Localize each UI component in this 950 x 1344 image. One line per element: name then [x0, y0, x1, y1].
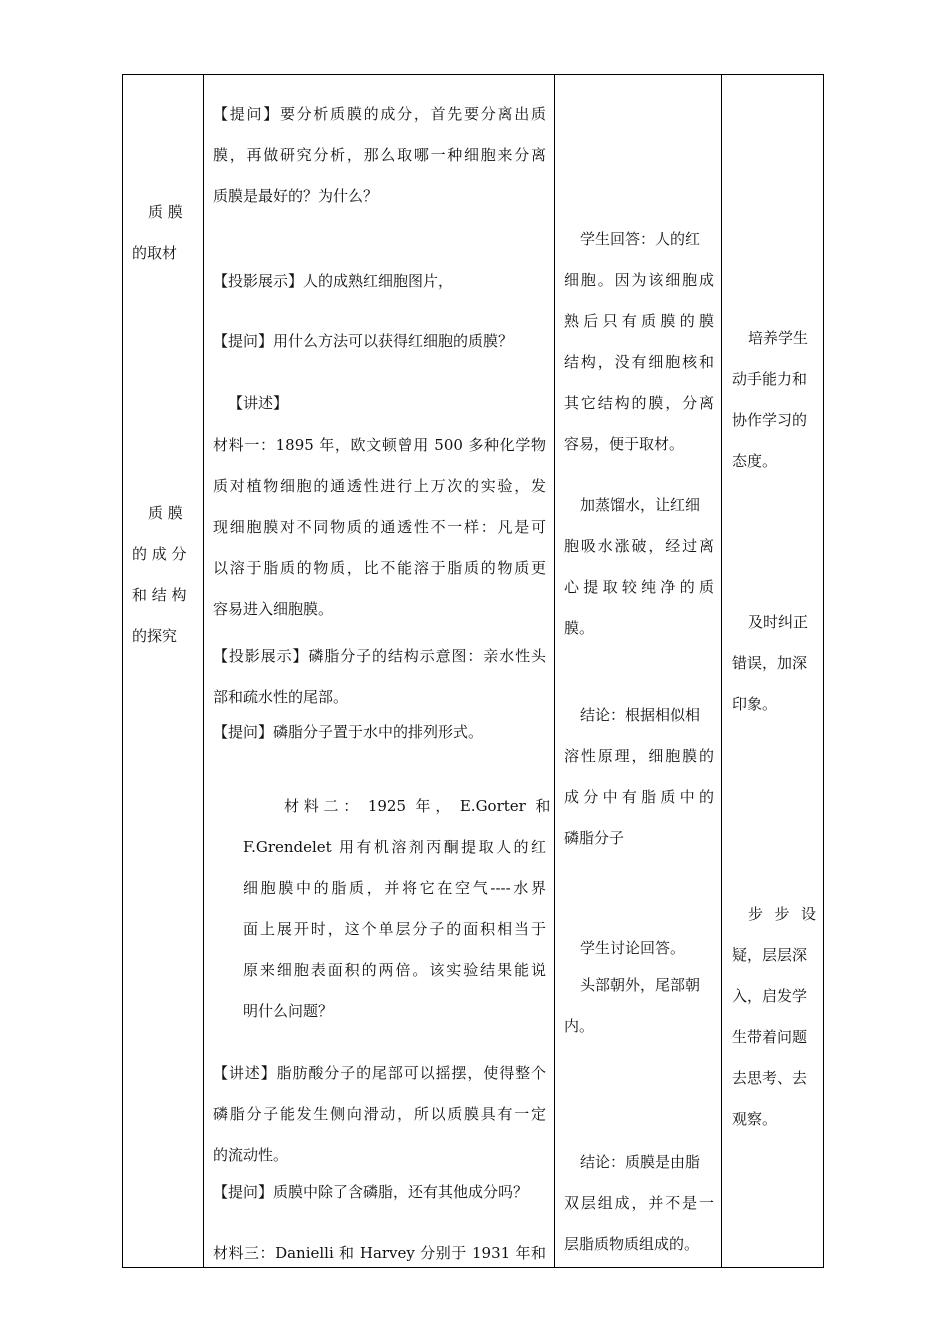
body-text: 学生讨论回答。	[580, 939, 686, 957]
body-text: 材料一：1895 年，欧文顿曾用 500 多种化学物	[213, 436, 546, 454]
column-divider	[554, 75, 555, 1267]
body-text: 态度。	[732, 452, 778, 470]
body-text: 及时纠正	[748, 613, 809, 631]
body-text: 细胞膜中的脂质，并将它在空气----水界	[243, 879, 546, 897]
body-text: 熟后只有质膜的膜	[564, 312, 714, 330]
topic-text: 的 成 分	[132, 545, 187, 563]
body-text: 【提问】要分析质膜的成分，首先要分离出质	[213, 105, 546, 123]
body-text: 成分中有脂质中的	[564, 788, 714, 806]
body-text: 磷脂分子能发生侧向滑动，所以质膜具有一定	[213, 1105, 546, 1123]
body-text: 【提问】用什么方法可以获得红细胞的质膜？	[213, 332, 514, 350]
body-text: 细胞。因为该细胞成	[564, 271, 714, 289]
body-text: 加蒸馏水，让红细	[580, 496, 701, 514]
body-text: 入，启发学	[732, 987, 808, 1005]
body-text: 学生回答：人的红	[580, 230, 701, 248]
body-text: 【投影展示】磷脂分子的结构示意图：亲水性头	[213, 647, 546, 665]
body-text: 质膜是最好的？为什么？	[213, 187, 379, 205]
body-text: 质对植物细胞的通透性进行上万次的实验，发	[213, 477, 546, 495]
body-text: F.Grendelet 用有机溶剂丙酮提取人的红	[243, 838, 546, 856]
body-text: 内。	[564, 1017, 595, 1035]
body-text: 面上展开时，这个单层分子的面积相当于	[243, 920, 546, 938]
topic-text: 和 结 构	[132, 586, 187, 604]
body-text: 原来细胞表面积的两倍。该实验结果能说	[243, 961, 546, 979]
body-text: 材 料 二 ： 1925 年 ， E.Gorter 和	[284, 797, 551, 815]
topic-text: 质 膜	[148, 203, 183, 221]
body-text: 双层组成，并不是一	[564, 1194, 714, 1212]
body-text: 【讲述】脂肪酸分子的尾部可以摇摆，使得整个	[213, 1064, 546, 1082]
body-text: 去思考、去	[732, 1069, 808, 1087]
body-text: 疑，层层深	[732, 946, 808, 964]
body-text: 结构，没有细胞核和	[564, 353, 714, 371]
body-text: 【讲述】	[228, 394, 289, 412]
body-text: 印象。	[732, 695, 778, 713]
column-divider	[203, 75, 204, 1267]
body-text: 培养学生	[748, 329, 809, 347]
body-text: 【提问】磷脂分子置于水中的排列形式。	[213, 723, 484, 741]
body-text: 结论：质膜是由脂	[580, 1153, 701, 1171]
topic-text: 质 膜	[148, 504, 183, 522]
body-text: 的流动性。	[213, 1146, 289, 1164]
body-text: 生带着问题	[732, 1028, 808, 1046]
lesson-table	[122, 74, 824, 1268]
body-text: 胞吸水涨破，经过离	[564, 537, 714, 555]
body-text: 头部朝外，尾部朝	[580, 976, 701, 994]
body-text: 其它结构的膜，分离	[564, 394, 714, 412]
body-text: 【提问】质膜中除了含磷脂，还有其他成分吗？	[213, 1183, 529, 1201]
body-text: 错误，加深	[732, 654, 808, 672]
body-text: 现细胞膜对不同物质的通透性不一样：凡是可	[213, 518, 546, 536]
body-text: 层脂质物质组成的。	[564, 1235, 700, 1253]
body-text: 部和疏水性的尾部。	[213, 688, 349, 706]
body-text: 明什么问题？	[243, 1002, 334, 1020]
body-text: 观察。	[732, 1110, 778, 1128]
body-text: 膜，再做研究分析，那么取哪一种细胞来分离	[213, 146, 546, 164]
body-text: 溶性原理，细胞膜的	[564, 747, 714, 765]
body-text: 容易，便于取材。	[564, 435, 685, 453]
body-text: 以溶于脂质的物质，比不能溶于脂质的物质更	[213, 559, 546, 577]
body-text: 步 步 设	[748, 905, 816, 923]
column-divider	[721, 75, 722, 1267]
body-text: 材料三：Danielli 和 Harvey 分别于 1931 年和	[213, 1244, 546, 1262]
body-text: 协作学习的	[732, 411, 808, 429]
body-text: 【投影展示】人的成熟红细胞图片，	[213, 272, 454, 290]
body-text: 磷脂分子	[564, 829, 625, 847]
topic-text: 的探究	[132, 627, 178, 645]
topic-text: 的取材	[132, 244, 178, 262]
body-text: 动手能力和	[732, 370, 808, 388]
body-text: 结论：根据相似相	[580, 706, 701, 724]
body-text: 容易进入细胞膜。	[213, 600, 334, 618]
body-text: 心提取较纯净的质	[564, 578, 714, 596]
body-text: 膜。	[564, 619, 595, 637]
